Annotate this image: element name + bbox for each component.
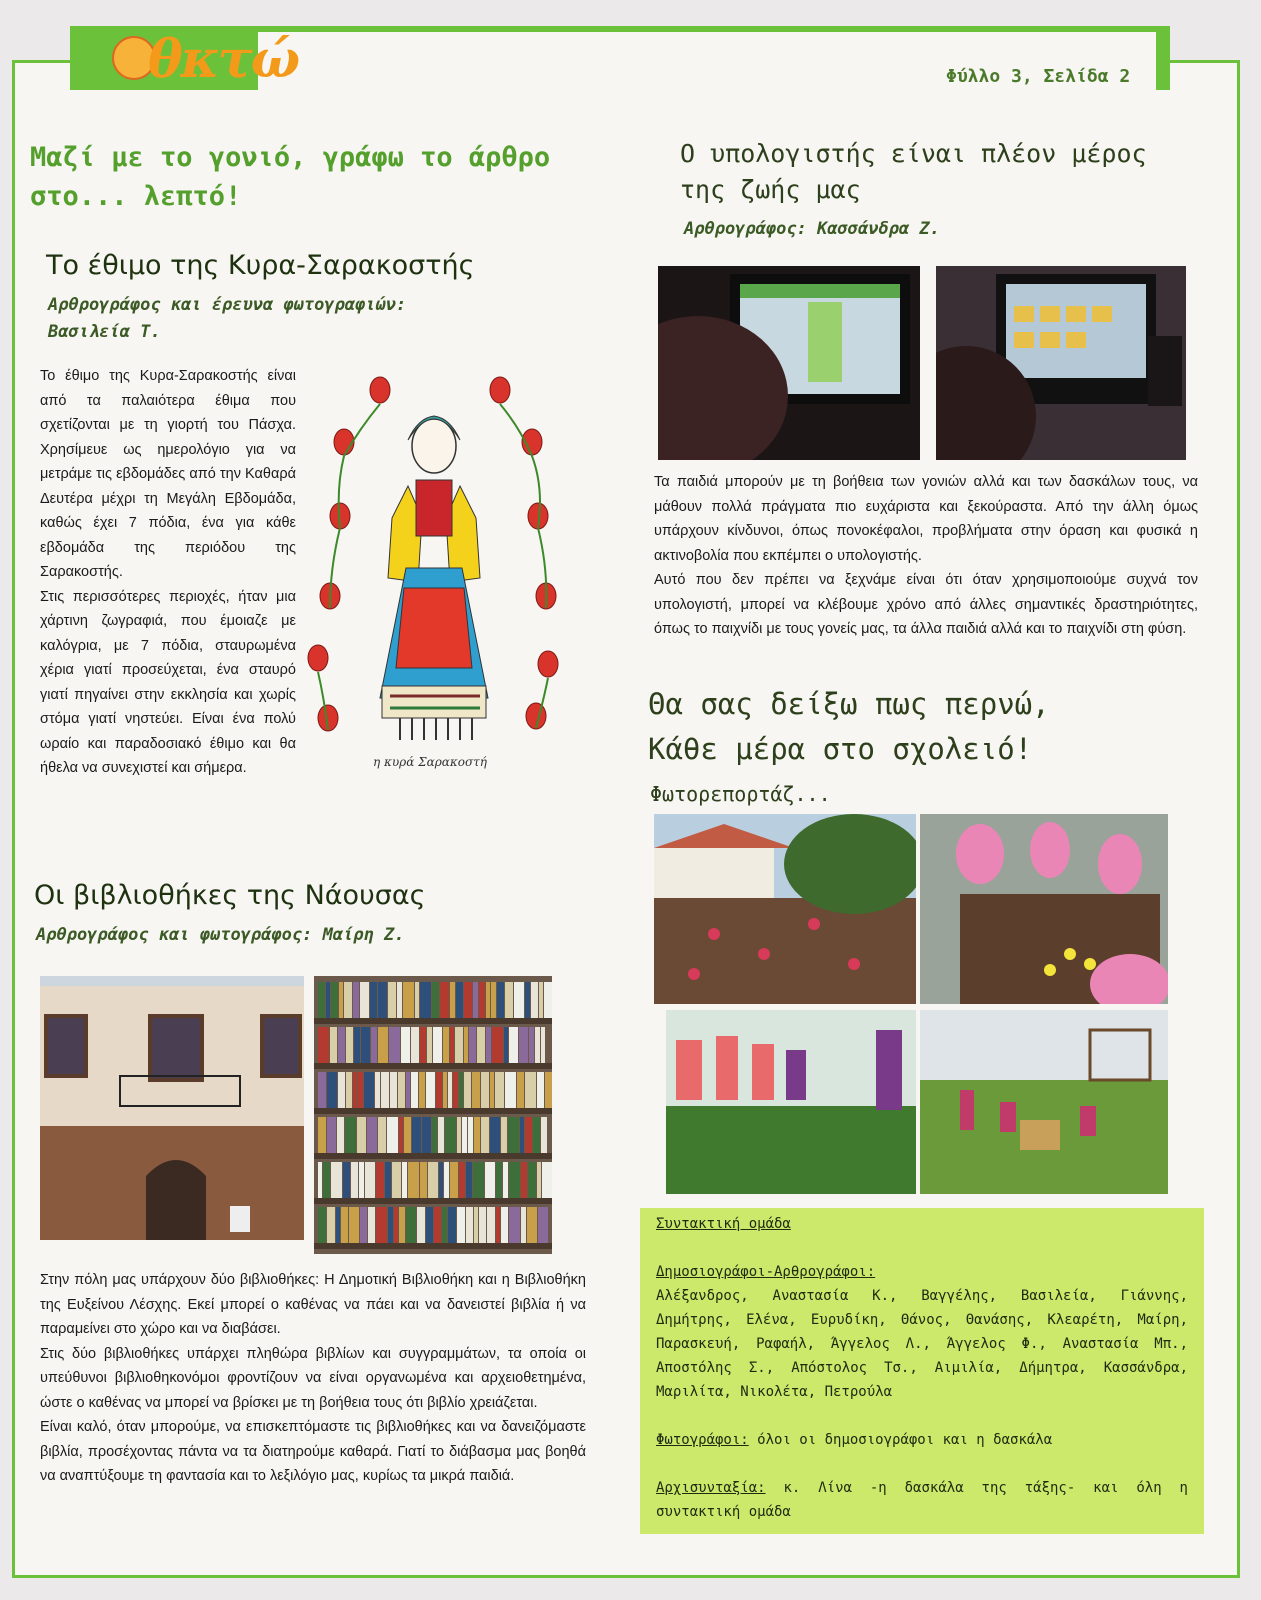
playground-photo — [920, 1010, 1168, 1194]
article-title-kyra-sarakosti: Το έθιμο της Κυρα-Σαρακοστής — [46, 250, 475, 281]
photographers-list: όλοι οι δημοσιογράφοι και η δασκάλα — [757, 1432, 1053, 1448]
article-body-kyra-sarakosti — [40, 364, 296, 781]
title-line-2: Κάθε μέρα στο σχολειό! — [648, 731, 1033, 766]
school-garden-photo — [654, 814, 916, 1004]
drawing-caption: η κυρά Σαρακοστή — [373, 755, 487, 769]
editor-block — [656, 1476, 1188, 1524]
photographers-block — [656, 1428, 1188, 1452]
photographers-label: Φωτογράφοι: — [656, 1432, 749, 1448]
article-body-libraries — [40, 1268, 586, 1489]
library-shelves-photo — [314, 976, 552, 1254]
article-byline-libraries: Αρθρογράφος και φωτογράφος: Μαίρη Ζ. — [36, 925, 405, 945]
newspaper-logo — [112, 29, 299, 96]
editorial-team-heading: Συντακτική ομάδα — [656, 1216, 791, 1232]
paragraph: Τα παιδιά μπορούν με τη βοήθεια των γονιών αλλά και των δασκάλων τους, να μάθουν πολλά πράγματα πιο ευχάριστα και ξεκούραστα. Από την άλλη όμως υπάρχουν κίνδυνοι, όπως πονοκέφαλοι, προβλήματα στην όραση και φυσικά η ακτινοβολία που εκπέμπει ο υπολογιστής. — [654, 474, 1198, 564]
computer-photo-2 — [936, 266, 1186, 460]
title-line-1: Θα σας δείξω πως περνώ, — [648, 687, 1050, 721]
paragraph: Στις περισσότερες περιοχές, ήταν μια χάρτινη ζωγραφιά, που έμοιαζε με καλόγρια, με 7 πόδια, σταυρωμένα χέρια γιατί προσεύχεται, ένα σταυρό γιατί πηγαίνει στην εκκλησία και χωρίς στόμα γιατί νηστεύει. Είναι ένα πολύ ωραίο και παραδοσιακό έθιμο και θα ήθελα να συνεχιστεί και σήμερα. — [40, 588, 296, 776]
greenhouse-photo — [666, 1010, 916, 1194]
kyra-sarakosti-drawing — [300, 368, 560, 788]
journalists-label: Δημοσιογράφοι-Αρθρογράφοι: — [656, 1264, 876, 1280]
article-title-photoreport — [648, 682, 1208, 772]
logo-text: θκτώ — [148, 29, 299, 90]
editor-label: Αρχισυνταξία: — [656, 1480, 766, 1496]
paragraph: Είναι καλό, όταν μπορούμε, να επισκεπτόμαστε τις βιβλιοθήκες και να δανειζόμαστε βιβλία, προσέχοντας πάντα να τα διατηρούμε καθαρά. Γιατί το διάβασμα μας βοηθά να αναπτύξουμε τη φαντασία και το λεξιλόγιο μας, κυρίως τα μικρά παιδιά. — [40, 1419, 586, 1484]
editor-text: κ. Λίνα -η δασκάλα της τάξης- και όλη η συντακτική ομάδα — [656, 1480, 1188, 1520]
paragraph: Στην πόλη μας υπάρχουν δύο βιβλιοθήκες: Η Δημοτική Βιβλιοθήκη και η Βιβλιοθήκη της Ευξείνου Λέσχης. Εκεί μπορεί ο καθένας να πάει και να δανειστεί βιβλία ή να παραμείνει στο χώρο και να διαβάσει. — [40, 1272, 586, 1337]
main-title: Μαζί με το γονιό, γράφω το άρθρο στο... λεπτό! — [30, 142, 551, 213]
article-title-computer: Ο υπολογιστής είναι πλέον μέρος της ζωής μας — [680, 139, 1147, 205]
children-planting-photo — [920, 814, 1168, 1004]
journalists-block — [656, 1260, 1188, 1404]
journalists-list: Αλέξανδρος, Αναστασία Κ., Βαγγέλης, Βασιλεία, Γιάννης, Δημήτρης, Ελένα, Ευρυδίκη, Θάνος, Θανάσης, Κλεαρέτη, Μαίρη, Παρασκευή, Ραφαήλ, Άγγελος Λ., Άγγελος Φ., Αναστασία Μπ., Αποστόλης Σ., Απόστολος Τσ., Αιμιλία, Δήμητρα, Κασσάνδρα, Μαριλίτα, Νικολέτα, Πετρούλα — [656, 1288, 1188, 1400]
article-byline-kyra-sarakosti: Αρθρογράφος και έρευνα φωτογραφιών: Βασιλεία Τ. — [48, 295, 407, 343]
article-body-computer — [654, 470, 1198, 642]
article-byline-computer: Αρθρογράφος: Κασσάνδρα Ζ. — [684, 219, 940, 239]
computer-photo-1 — [658, 266, 920, 460]
photoreport-subtitle: Φωτορεπορτάζ... — [650, 782, 831, 806]
paragraph: Το έθιμο της Κυρα-Σαρακοστής είναι από τα παλαιότερα έθιμα που σχετίζονται με τη γιορτή του Πάσχα. Χρησίμευε ως ημερολόγιο για να μετράμε τις εβδομάδες από την Καθαρά Δευτέρα μέχρι τη Μεγάλη Εβδομάδα, καθώς έχει 7 πόδια, ένα για κάθε εβδομάδα της περιόδου της Σαρακοστής. — [40, 368, 296, 580]
paragraph: Αυτό που δεν πρέπει να ξεχνάμε είναι ότι όταν χρησιμοποιούμε συχνά τον υπολογιστή, μπορεί να κλέβουμε χρόνο από άλλες σημαντικές δραστηριότητες, όπως το παιχνίδι με τους γονείς μας, τα άλλα παιδιά αλλά και το παιχνίδι στη φύση. — [654, 572, 1198, 637]
article-title-libraries: Οι βιβλιοθήκες της Νάουσας — [34, 880, 426, 911]
library-building-photo — [40, 976, 304, 1240]
editorial-team-box — [640, 1208, 1204, 1534]
paragraph: Στις δύο βιβλιοθήκες υπάρχει πληθώρα βιβλίων και συγγραμμάτων, τα οποία οι υπεύθυνοι βιβλιοθηκονόμοι φροντίζουν να είναι οργανωμένα και αρχειοθετημένα, ώστε ο καθένας να μπορεί να βρίσκει με τη βοήθεια τους ότι βιβλίο χρειάζεται. — [40, 1345, 586, 1411]
sheet-page-label: Φύλλο 3, Σελίδα 2 — [946, 66, 1131, 87]
